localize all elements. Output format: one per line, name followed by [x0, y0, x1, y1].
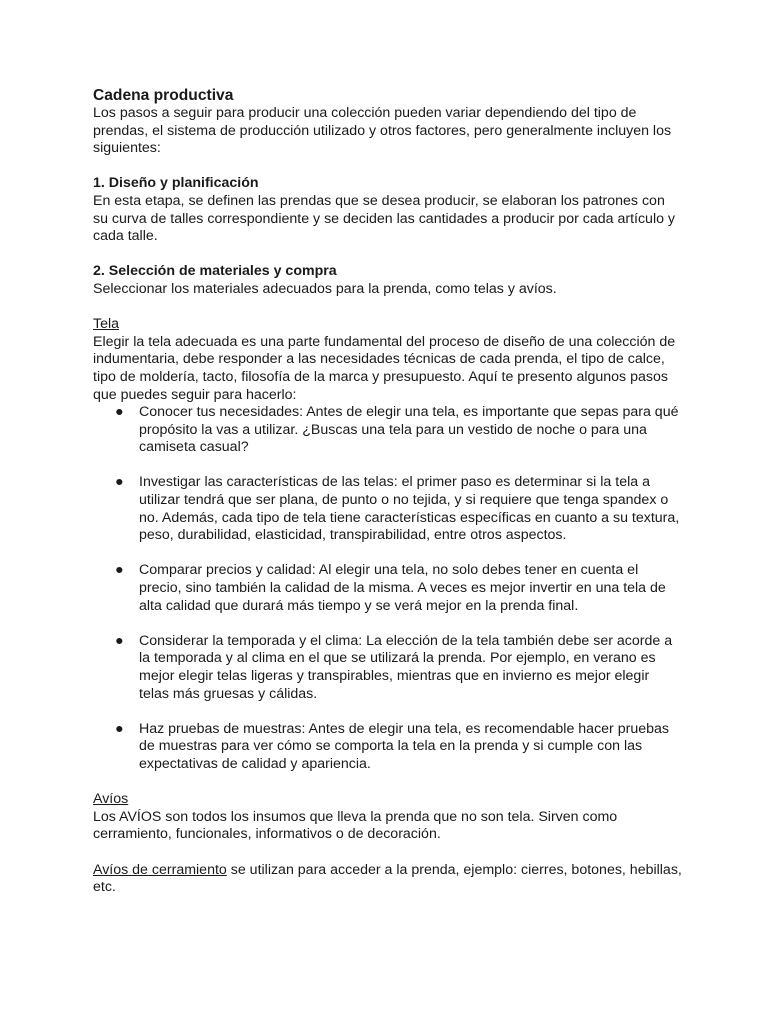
step2-paragraph: Seleccionar los materiales adecuados para la prenda, como telas y avíos.	[93, 280, 557, 297]
avios-cerramiento-text: se utilizan para acceder a la prenda, ejemplo: cierres, botones, hebillas, etc.	[93, 861, 682, 896]
list-item	[93, 404, 683, 457]
bullet-icon: ●	[115, 720, 124, 737]
spacer	[93, 246, 683, 264]
bullet-icon: ●	[115, 474, 124, 491]
bullet-icon: ●	[115, 404, 124, 421]
spacer	[93, 158, 683, 176]
list-item	[93, 633, 683, 703]
avios-paragraph: Los AVÍOS son todos los insumos que lleva la prenda que no son tela. Sirven como cerramiento, funcionales, informativos o de decoración.	[93, 808, 618, 843]
document-page	[93, 86, 683, 897]
spacer	[93, 844, 683, 862]
step2-heading: 2. Selección de materiales y compra	[93, 263, 337, 280]
step1-paragraph: En esta etapa, se definen las prendas que se desea producir, se elaboran los patrones con su curva de talles correspondiente y se deciden las cantidades a producir por cada artículo y cada talle.	[93, 192, 676, 245]
list-item	[93, 474, 683, 544]
intro-paragraph: Los pasos a seguir para producir una colección pueden variar dependiendo del tipo de prendas, el sistema de producción utilizado y otros factores, pero generalmente incluyen los siguientes:	[93, 105, 672, 157]
list-item-text: Conocer tus necesidades: Antes de elegir una tela, es importante que sepas para qué propósito la vas a utilizar. ¿Buscas una tela para un vestido de noche o para una camiseta casual?	[139, 404, 679, 456]
tela-paragraph: Elegir la tela adecuada es una parte fundamental del proceso de diseño de una colección de indumentaria, debe responder a las necesidades técnicas de cada prenda, el tipo de calce, tipo de moldería, tacto, filosofía de la marca y presupuesto. Aquí te presento algunos pasos que puedes seguir para hacerlo:	[93, 333, 676, 403]
step1-heading: 1. Diseño y planificación	[93, 175, 259, 192]
tela-bullet-list	[93, 404, 683, 773]
page-title: Cadena productiva	[93, 87, 234, 104]
list-item-text: Considerar la temporada y el clima: La elección de la tela también debe ser acorde a la temporada y al clima en el que se utilizará la prenda. Por ejemplo, en verano es mejor elegir telas ligeras y transpirables, mientras que en invierno es mejor elegir telas más gruesas y cálidas.	[139, 632, 673, 702]
list-item	[93, 562, 683, 615]
avios-cerramiento-paragraph	[93, 862, 683, 897]
tela-heading: Tela	[93, 316, 120, 333]
avios-cerramiento-label: Avíos de cerramiento	[93, 861, 227, 878]
bullet-icon: ●	[115, 562, 124, 579]
list-item-text: Haz pruebas de muestras: Antes de elegir una tela, es recomendable hacer pruebas de muestras para ver cómo se comporta la tela en la prenda y si cumple con las expectativas de calidad y apariencia.	[139, 720, 669, 772]
bullet-icon: ●	[115, 632, 124, 649]
spacer	[93, 299, 683, 317]
list-item-text: Comparar precios y calidad: Al elegir una tela, no solo debes tener en cuenta el precio, sino también la calidad de la misma. A veces es mejor invertir en una tela de alta calidad que durará más tiempo y se verá mejor en la prenda final.	[139, 562, 666, 614]
list-item-text: Investigar las características de las telas: el primer paso es determinar si la tela a utilizar tendrá que ser plana, de punto o no tejida, y si requiere que tenga spandex o no. Además, cada tipo de tela tiene características específicas en cuanto a su textura, peso, durabilidad, elasticidad, transpirabilidad, entre otros aspectos.	[139, 474, 680, 544]
avios-heading: Avíos	[93, 791, 129, 808]
list-item	[93, 721, 683, 774]
